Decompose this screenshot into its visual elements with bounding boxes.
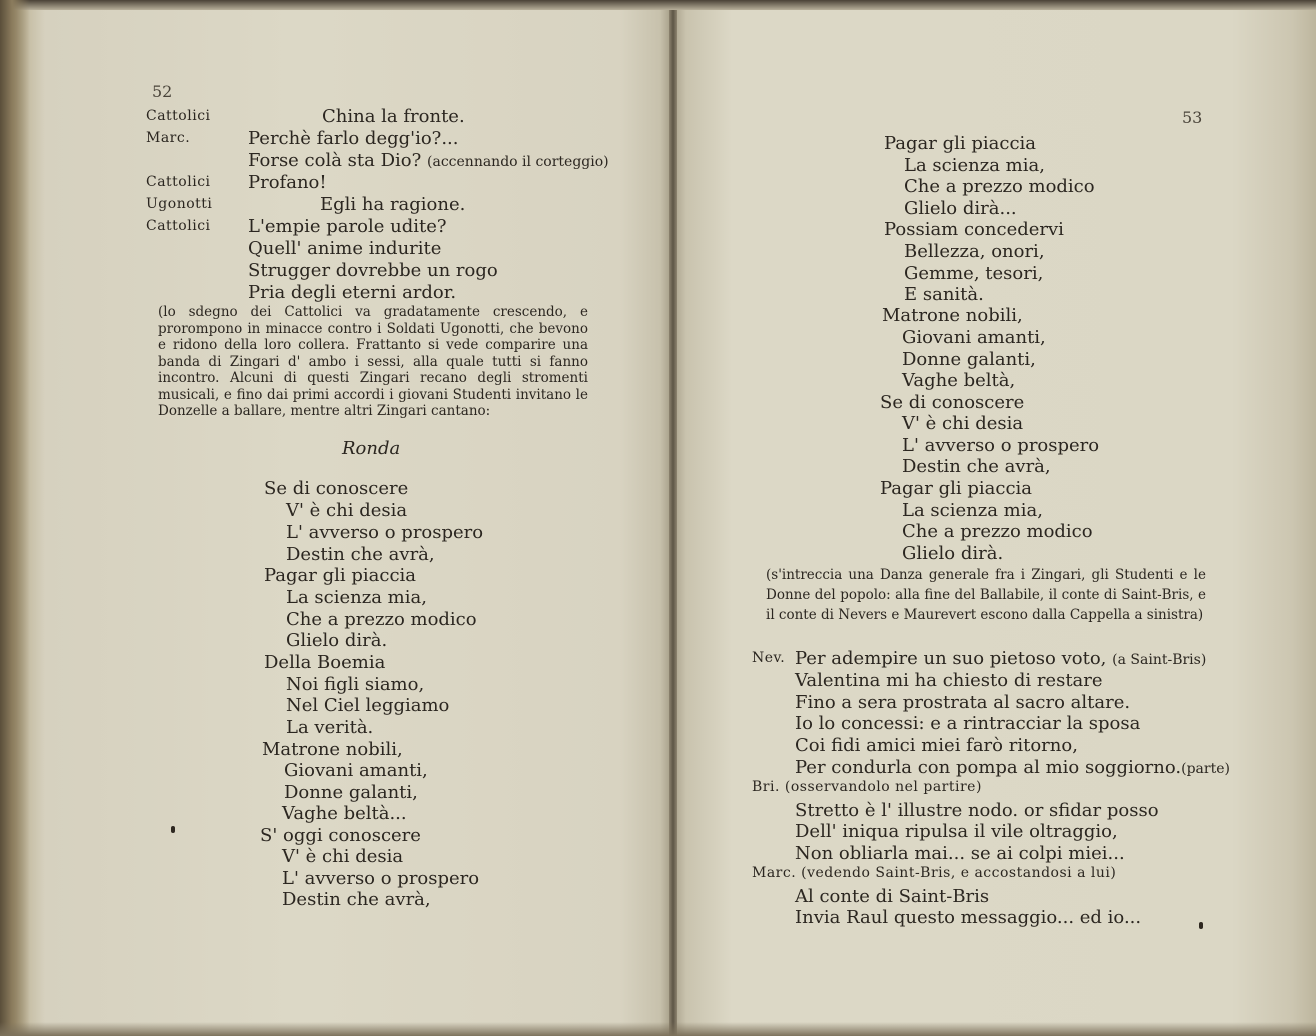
verse-line: Pagar gli piaccia xyxy=(884,133,1037,154)
verse-line: Noi figli siamo, xyxy=(286,674,425,695)
verse-line: L' avverso o prospero xyxy=(902,435,1100,456)
verse-line: Destin che avrà, xyxy=(286,544,435,565)
dialogue-line: Profano! xyxy=(248,172,327,193)
verse-line: Vaghe beltà, xyxy=(902,370,1016,391)
verse-line: Bellezza, onori, xyxy=(904,241,1045,262)
verse-line: Glielo dirà... xyxy=(904,198,1017,219)
verse-line: Glielo dirà. xyxy=(286,630,388,651)
dialogue-line: Io lo concessi: e a rintracciar la sposa xyxy=(795,713,1141,734)
verse-line: La scienza mia, xyxy=(904,155,1045,176)
stage-direction-inline: (a Saint-Bris) xyxy=(1112,652,1207,668)
verse-line: Se di conoscere xyxy=(264,478,409,499)
verse-line: La scienza mia, xyxy=(286,587,427,608)
speaker-label: Cattolici xyxy=(146,174,211,190)
verse-line: Destin che avrà, xyxy=(282,889,431,910)
verse-line: E sanità. xyxy=(904,284,984,305)
verse-line: Che a prezzo modico xyxy=(904,176,1095,197)
verse-line: Giovani amanti, xyxy=(902,327,1046,348)
dialogue-line: China la fronte. xyxy=(322,106,465,127)
verse-line: L' avverso o prospero xyxy=(282,868,480,889)
verse-line: V' è chi desia xyxy=(286,500,408,521)
stage-direction: (lo sdegno dei Cattolici va gradatamente crescendo, e prorompono in minacce contro i Soldati Ugonotti, che bevono e ridono della loro collera. Frattanto si vede comparire una banda di Zingari d' ambo i sessi, alla quale tutti si fanno incontro. Alcuni di questi Zingari recano degli stromenti musicali, e fino dai primi accordi i giovani Studenti invitano le Donzelle a ballare, mentre altri Zingari cantano: xyxy=(158,304,588,419)
verse-line: Che a prezzo modico xyxy=(286,609,477,630)
page-number: 53 xyxy=(1182,108,1203,127)
dialogue-line: Dell' iniqua ripulsa il vile oltraggio, xyxy=(795,821,1118,842)
top-edge xyxy=(0,0,1316,10)
verse-line: Giovani amanti, xyxy=(284,760,428,781)
verse-line: Glielo dirà. xyxy=(902,543,1004,564)
book-gutter xyxy=(669,0,677,1036)
stage-direction-inline: (osservandolo nel partire) xyxy=(784,779,982,795)
dialogue-line: Fino a sera prostrata al sacro altare. xyxy=(795,692,1131,713)
speaker-label: Bri. (osservandolo nel partire) xyxy=(752,779,982,795)
verse-line: Matrone nobili, xyxy=(262,739,403,760)
dialogue-line: Non obliarla mai... se ai colpi miei... xyxy=(795,843,1125,864)
dialogue-line: Stretto è l' illustre nodo. or sfidar posso xyxy=(795,800,1159,821)
dialogue-line: Perchè farlo degg'io?... xyxy=(248,128,459,149)
speaker-label: Marc. xyxy=(146,130,191,146)
speaker-label: Nev. xyxy=(752,650,786,666)
verse-line: V' è chi desia xyxy=(282,846,404,867)
verse-line: Che a prezzo modico xyxy=(902,521,1093,542)
dialogue-line: Valentina mi ha chiesto di restare xyxy=(795,670,1103,691)
song-title: Ronda xyxy=(342,438,401,459)
page-number: 52 xyxy=(152,82,173,101)
bottom-edge xyxy=(0,1022,1316,1036)
dialogue-line: Invia Raul questo messaggio... ed io... xyxy=(795,907,1142,928)
verse-line: Se di conoscere xyxy=(880,392,1025,413)
verse-line: V' è chi desia xyxy=(902,413,1024,434)
verse-line: Matrone nobili, xyxy=(882,305,1023,326)
ink-spot xyxy=(171,826,175,833)
dialogue-line: Coi fidi amici miei farò ritorno, xyxy=(795,735,1078,756)
dialogue-line: Pria degli eterni ardor. xyxy=(248,282,457,303)
verse-line: Pagar gli piaccia xyxy=(880,478,1033,499)
speaker-label: Marc. (vedendo Saint-Bris, e accostandosi a lui) xyxy=(752,865,1117,881)
dialogue-line: Egli ha ragione. xyxy=(320,194,466,215)
verse-line: Donne galanti, xyxy=(902,349,1036,370)
dialogue-line: L'empie parole udite? xyxy=(248,216,447,237)
stage-direction-inline: (accennando il corteggio) xyxy=(427,154,609,170)
dialogue-line: Al conte di Saint-Bris xyxy=(795,886,990,907)
verse-line: Donne galanti, xyxy=(284,782,418,803)
verse-line: Vaghe beltà... xyxy=(282,803,407,824)
dialogue-line: Per condurla con pompa al mio soggiorno.(parte) xyxy=(795,757,1230,778)
verse-line: Possiam concedervi xyxy=(884,219,1064,240)
dialogue-line: Per adempire un suo pietoso voto, (a Saint-Bris) xyxy=(795,648,1207,669)
stage-direction-inline: (parte) xyxy=(1181,761,1230,777)
verse-line: Della Boemia xyxy=(264,652,386,673)
stage-direction: (s'intreccia una Danza generale fra i Zingari, gli Studenti e le Donne del popolo: alla fine del Ballabile, il conte di Saint-Bris, e il conte di Nevers e Maurevert escono dalla Cappella a sinistra) xyxy=(766,567,1206,623)
ink-spot xyxy=(1199,922,1203,929)
verse-line: Destin che avrà, xyxy=(902,456,1051,477)
verse-line: Nel Ciel leggiamo xyxy=(286,695,450,716)
verse-line: L' avverso o prospero xyxy=(286,522,484,543)
stage-direction-inline: (vedendo Saint-Bris, e accostandosi a lui) xyxy=(801,865,1117,881)
verse-line: Gemme, tesori, xyxy=(904,263,1044,284)
verse-line: S' oggi conoscere xyxy=(260,825,421,846)
speaker-label: Cattolici xyxy=(146,108,211,124)
dialogue-line: Quell' anime indurite xyxy=(248,238,442,259)
speaker-label: Cattolici xyxy=(146,218,211,234)
verse-line: Pagar gli piaccia xyxy=(264,565,417,586)
left-edge xyxy=(0,0,30,1036)
dialogue-line: Forse colà sta Dio? (accennando il corteggio) xyxy=(248,150,609,171)
verse-line: La verità. xyxy=(286,717,374,738)
verse-line: La scienza mia, xyxy=(902,500,1043,521)
dialogue-line: Strugger dovrebbe un rogo xyxy=(248,260,498,281)
speaker-label: Ugonotti xyxy=(146,196,213,212)
